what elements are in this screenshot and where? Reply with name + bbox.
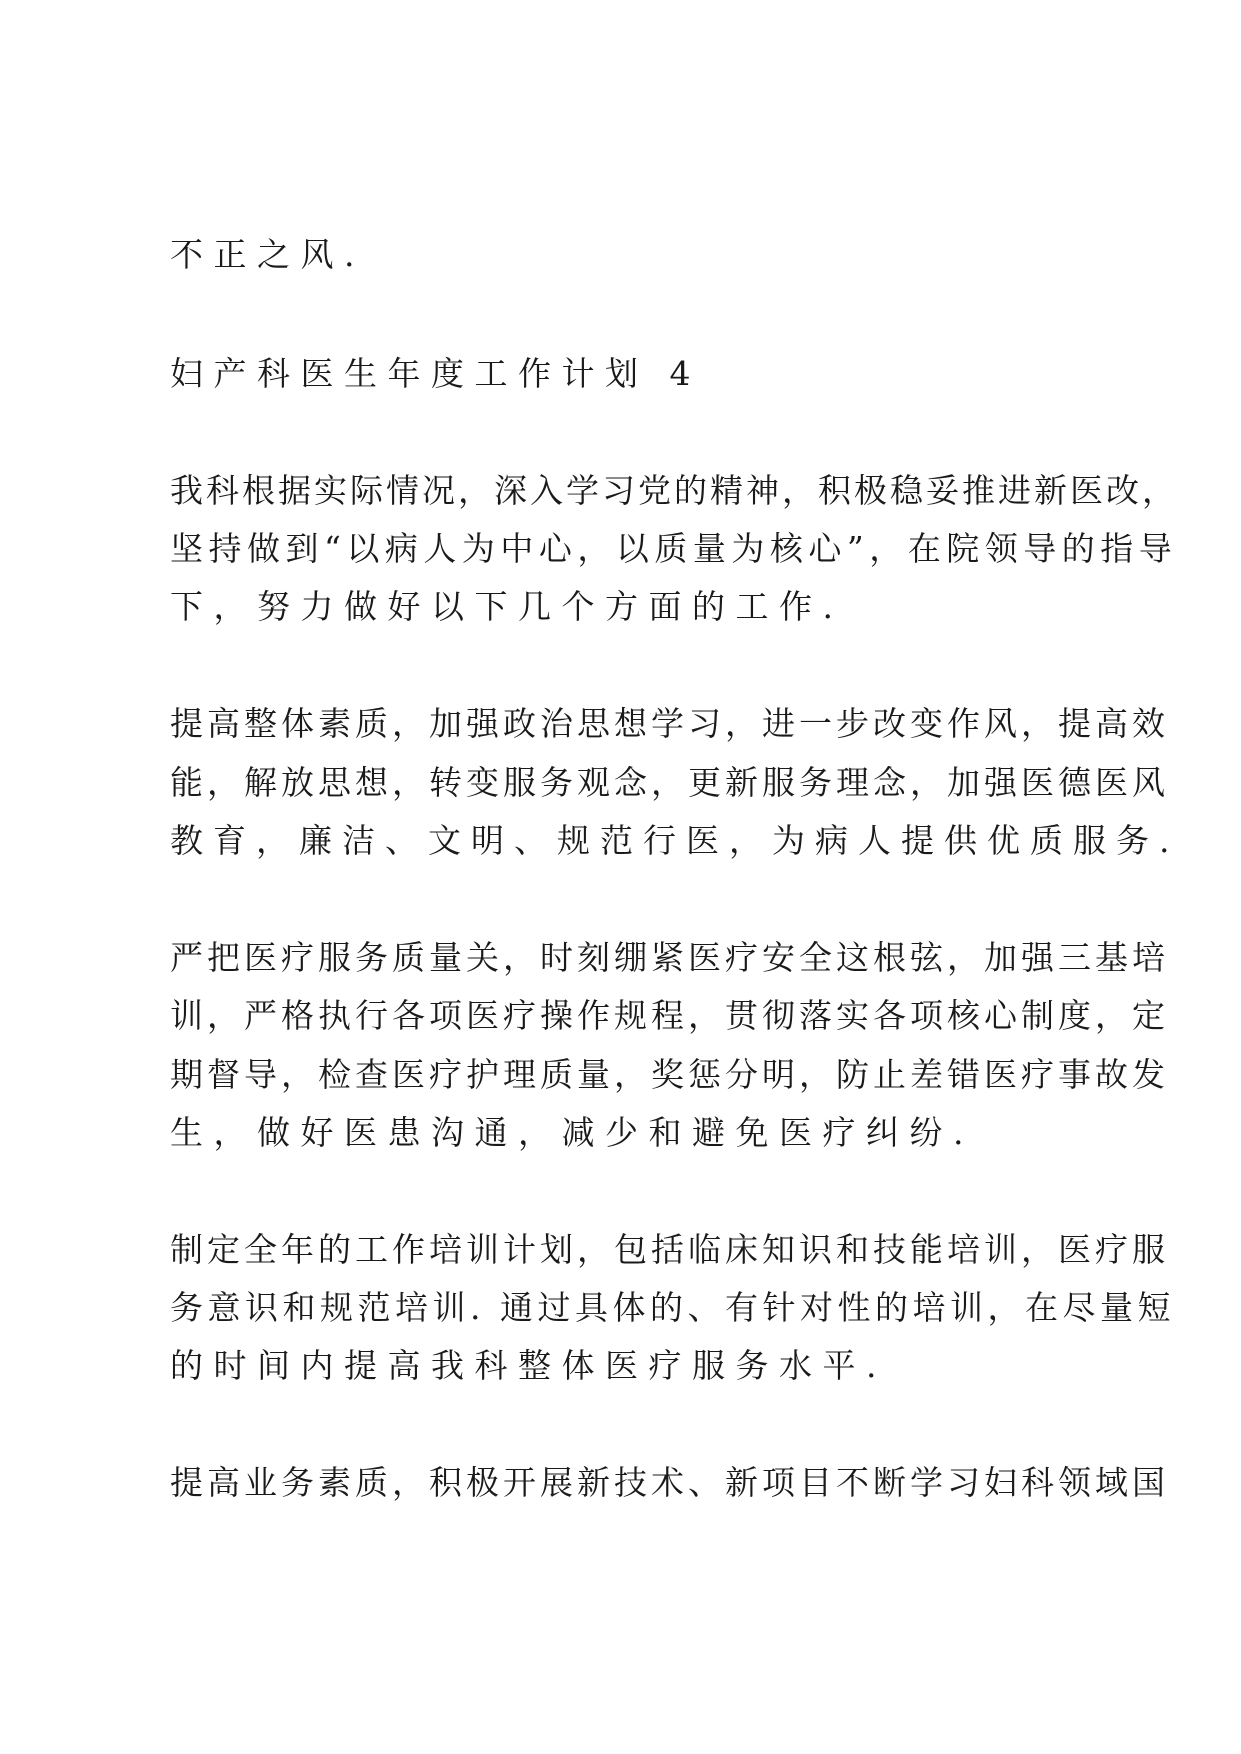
text-line: 提高业务素质，积极开展新技术、新项目不断学习妇科领域国 bbox=[170, 1463, 1169, 1502]
text-line: 的时间内提高我科整体医疗服务水平. bbox=[170, 1346, 887, 1385]
text-line: 生，做好医患沟通，减少和避免医疗纠纷. bbox=[170, 1113, 974, 1152]
text-line: 下，努力做好以下几个方面的工作. bbox=[170, 587, 844, 626]
text-line: 教育，廉洁、文明、规范行医，为病人提供优质服务. bbox=[170, 821, 1180, 860]
text-line: 期督导，检查医疗护理质量，奖惩分明，防止差错医疗事故发 bbox=[170, 1055, 1169, 1094]
text-line: 坚持做到“以病人为中心，以质量为核心”，在院领导的指导 bbox=[170, 529, 1178, 568]
text-line: 能，解放思想，转变服务观念，更新服务理念，加强医德医风 bbox=[170, 763, 1169, 802]
section-heading: 妇产科医生年度工作计划 4 bbox=[170, 354, 701, 393]
text-line: 严把医疗服务质量关，时刻绷紧医疗安全这根弦，加强三基培 bbox=[170, 938, 1169, 977]
text-line: 我科根据实际情况，深入学习党的精神，积极稳妥推进新医改， bbox=[170, 471, 1178, 510]
text-line: 提高整体素质，加强政治思想学习，进一步改变作风，提高效 bbox=[170, 704, 1169, 743]
text-line: 训，严格执行各项医疗操作规程，贯彻落实各项核心制度，定 bbox=[170, 996, 1169, 1035]
text-line: 不正之风. bbox=[170, 235, 365, 274]
text-line: 制定全年的工作培训计划，包括临床知识和技能培训，医疗服 bbox=[170, 1230, 1169, 1269]
text-line: 务意识和规范培训. 通过具体的、有针对性的培训，在尽量短 bbox=[170, 1288, 1175, 1327]
